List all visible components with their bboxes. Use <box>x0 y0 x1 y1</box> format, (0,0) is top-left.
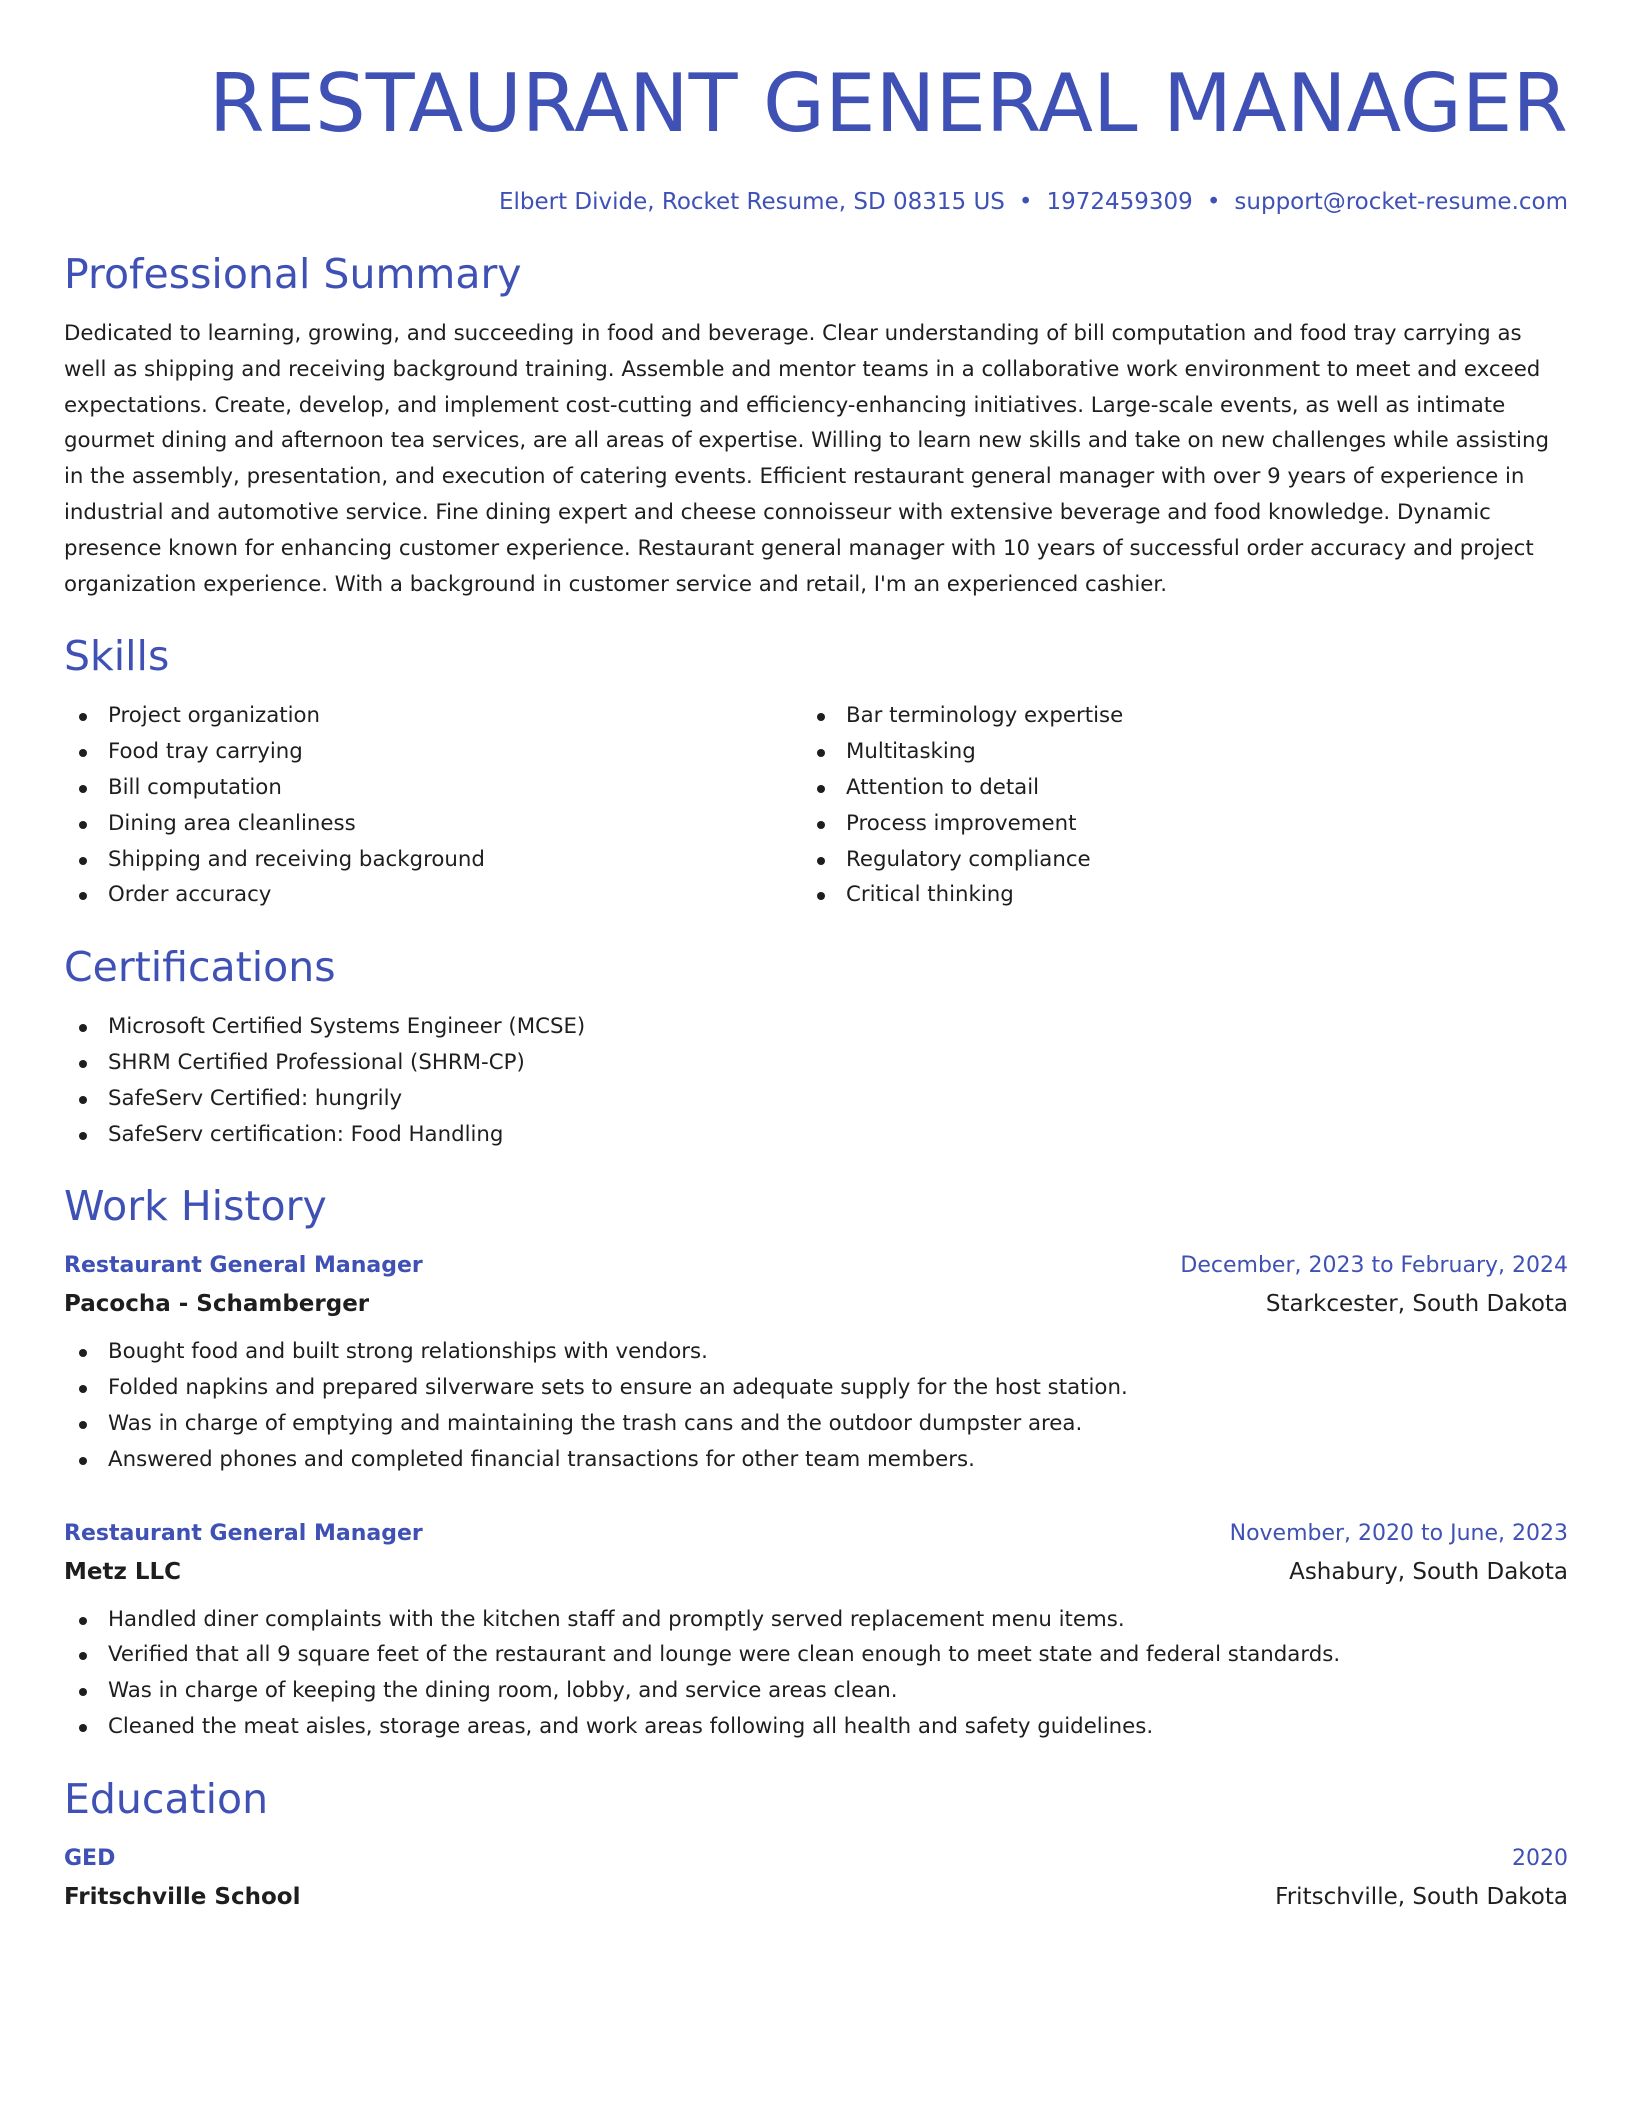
list-item <box>64 1117 1568 1153</box>
summary-section <box>64 248 1568 602</box>
contact-phone: 1972459309 <box>1046 189 1193 215</box>
resume-header <box>64 52 1568 218</box>
list-item <box>64 1370 1568 1406</box>
certifications-list <box>64 1009 1568 1152</box>
job-bullets <box>64 1334 1568 1477</box>
job-bullet-text: Bought food and built strong relationships with vendors. <box>108 1339 708 1365</box>
contact-email: support@rocket-resume.com <box>1234 189 1568 215</box>
section-title-work-history: Work History <box>64 1182 327 1231</box>
certification-label: SafeServ Certified: hungrily <box>108 1085 403 1111</box>
list-item <box>64 877 802 913</box>
job-company-row <box>64 1552 1568 1592</box>
list-item <box>64 770 802 806</box>
job-bullet-text: Folded napkins and prepared silverware sets to ensure an adequate supply for the host station. <box>108 1375 1128 1401</box>
list-item <box>802 842 1540 878</box>
section-title-certifications: Certifications <box>64 943 336 992</box>
list-item <box>64 1673 1568 1709</box>
certifications-section <box>64 941 1568 1152</box>
contact-separator: • <box>1018 189 1033 215</box>
list-item <box>64 1334 1568 1370</box>
bullet-icon <box>79 785 87 793</box>
job-entry <box>64 1516 1568 1745</box>
job-role: Restaurant General Manager <box>64 1520 423 1546</box>
certification-label: SHRM Certified Professional (SHRM-CP) <box>108 1049 525 1075</box>
section-title-skills: Skills <box>64 632 170 681</box>
bullet-icon <box>79 1024 87 1032</box>
list-item <box>802 806 1540 842</box>
list-item <box>64 1709 1568 1745</box>
skill-label: Food tray carrying <box>108 739 303 765</box>
contact-address: Elbert Divide, Rocket Resume, SD 08315 US <box>498 189 1005 215</box>
job-bullet-text: Handled diner complaints with the kitchen staff and promptly served replacement menu items. <box>108 1606 1125 1632</box>
education-school: Fritschville School <box>64 1883 301 1910</box>
list-item <box>64 806 802 842</box>
bullet-icon <box>79 892 87 900</box>
bullet-icon <box>79 1457 87 1465</box>
list-item <box>64 1009 1568 1045</box>
bullet-icon <box>817 785 825 793</box>
bullet-icon <box>817 821 825 829</box>
skills-column-right <box>802 698 1540 913</box>
skill-label: Attention to detail <box>846 774 1040 800</box>
bullet-icon <box>817 892 825 900</box>
list-item <box>64 1045 1568 1081</box>
education-degree: GED <box>64 1845 116 1871</box>
job-bullet-text: Was in charge of emptying and maintaining the trash cans and the outdoor dumpster area. <box>108 1410 1083 1436</box>
bullet-icon <box>79 857 87 865</box>
skill-label: Bill computation <box>108 774 282 800</box>
job-company: Metz LLC <box>64 1558 182 1585</box>
list-item <box>64 698 802 734</box>
summary-text: Dedicated to learning, growing, and succeeding in food and beverage. Clear understanding of bill computation and food tray carrying as well as shipping and receiving background training. Assemble and mentor teams in a collaborative work environment to meet and exceed expectations. Create, develop, and implement cost-cutting and efficiency-enhancing initiatives. Large-scale events, as well as intimate gourmet dining and afternoon tea services, are all areas of expertise. Willing to learn new skills and take on new challenges while assisting in the assembly, presentation, and execution of catering events. Efficient restaurant general manager with over 9 years of experience in industrial and automotive service. Fine dining expert and cheese connoisseur with extensive beverage and food knowledge. Dynamic presence known for enhancing customer experience. Restaurant general manager with 10 years of successful order accuracy and project organization experience. With a background in customer service and retail, I'm an experienced cashier. <box>64 321 1549 597</box>
skill-label: Regulatory compliance <box>846 846 1091 872</box>
skill-label: Bar terminology expertise <box>846 703 1124 729</box>
education-location: Fritschville, South Dakota <box>1275 1883 1568 1910</box>
job-header-row <box>64 1516 1568 1552</box>
skills-columns <box>64 698 1568 913</box>
list-item <box>802 770 1540 806</box>
skill-label: Project organization <box>108 703 321 729</box>
job-header-row <box>64 1248 1568 1284</box>
job-bullet-text: Verified that all 9 square feet of the restaurant and lounge were clean enough to meet state and federal standards. <box>108 1642 1341 1668</box>
candidate-title: RESTAURANT GENERAL MANAGER <box>208 57 1568 150</box>
list-item <box>64 734 802 770</box>
bullet-icon <box>79 749 87 757</box>
job-bullet-text: Cleaned the meat aisles, storage areas, and work areas following all health and safety guidelines. <box>108 1713 1154 1739</box>
education-school-row <box>64 1877 1568 1917</box>
skills-list-right <box>802 698 1540 913</box>
education-year: 2020 <box>1512 1845 1568 1871</box>
job-company: Pacocha - Schamberger <box>64 1291 370 1318</box>
list-item <box>802 877 1540 913</box>
job-dates: November, 2020 to June, 2023 <box>1229 1520 1568 1546</box>
job-location: Ashabury, South Dakota <box>1289 1558 1568 1585</box>
skills-section <box>64 630 1568 913</box>
work-history-section <box>64 1180 1568 1744</box>
bullet-icon <box>79 821 87 829</box>
bullet-icon <box>79 713 87 721</box>
bullet-icon <box>79 1349 87 1357</box>
skill-label: Multitasking <box>846 739 976 765</box>
job-bullet-text: Was in charge of keeping the dining room, lobby, and service areas clean. <box>108 1678 898 1704</box>
bullet-icon <box>817 713 825 721</box>
list-item <box>802 698 1540 734</box>
contact-line <box>64 186 1568 218</box>
section-title-summary: Professional Summary <box>64 250 522 298</box>
certification-label: SafeServ certification: Food Handling <box>108 1121 504 1147</box>
list-item <box>64 1442 1568 1478</box>
bullet-icon <box>817 749 825 757</box>
education-section <box>64 1773 1568 1917</box>
skill-label: Order accuracy <box>108 882 272 908</box>
skill-label: Dining area cleanliness <box>108 810 356 836</box>
job-company-row <box>64 1284 1568 1324</box>
bullet-icon <box>79 1688 87 1696</box>
list-item <box>64 1081 1568 1117</box>
bullet-icon <box>79 1132 87 1140</box>
bullet-icon <box>79 1385 87 1393</box>
bullet-icon <box>79 1724 87 1732</box>
certification-label: Microsoft Certified Systems Engineer (MCSE) <box>108 1014 586 1040</box>
bullet-icon <box>79 1617 87 1625</box>
list-item <box>64 1637 1568 1673</box>
section-title-education: Education <box>64 1774 269 1823</box>
bullet-icon <box>79 1421 87 1429</box>
skills-list-left <box>64 698 802 913</box>
list-item <box>64 1602 1568 1638</box>
education-header-row <box>64 1841 1568 1877</box>
job-dates: December, 2023 to February, 2024 <box>1180 1253 1568 1279</box>
bullet-icon <box>79 1096 87 1104</box>
job-bullets <box>64 1602 1568 1745</box>
job-entry <box>64 1248 1568 1477</box>
skills-column-left <box>64 698 802 913</box>
list-item <box>64 1406 1568 1442</box>
bullet-icon <box>79 1652 87 1660</box>
job-location: Starkcester, South Dakota <box>1265 1291 1568 1318</box>
job-role: Restaurant General Manager <box>64 1253 423 1279</box>
job-bullet-text: Answered phones and completed financial transactions for other team members. <box>108 1446 975 1472</box>
bullet-icon <box>79 1060 87 1068</box>
skill-label: Critical thinking <box>846 882 1014 908</box>
skill-label: Process improvement <box>846 810 1077 836</box>
skill-label: Shipping and receiving background <box>108 846 485 872</box>
list-item <box>64 842 802 878</box>
list-item <box>802 734 1540 770</box>
bullet-icon <box>817 857 825 865</box>
contact-separator: • <box>1206 189 1221 215</box>
